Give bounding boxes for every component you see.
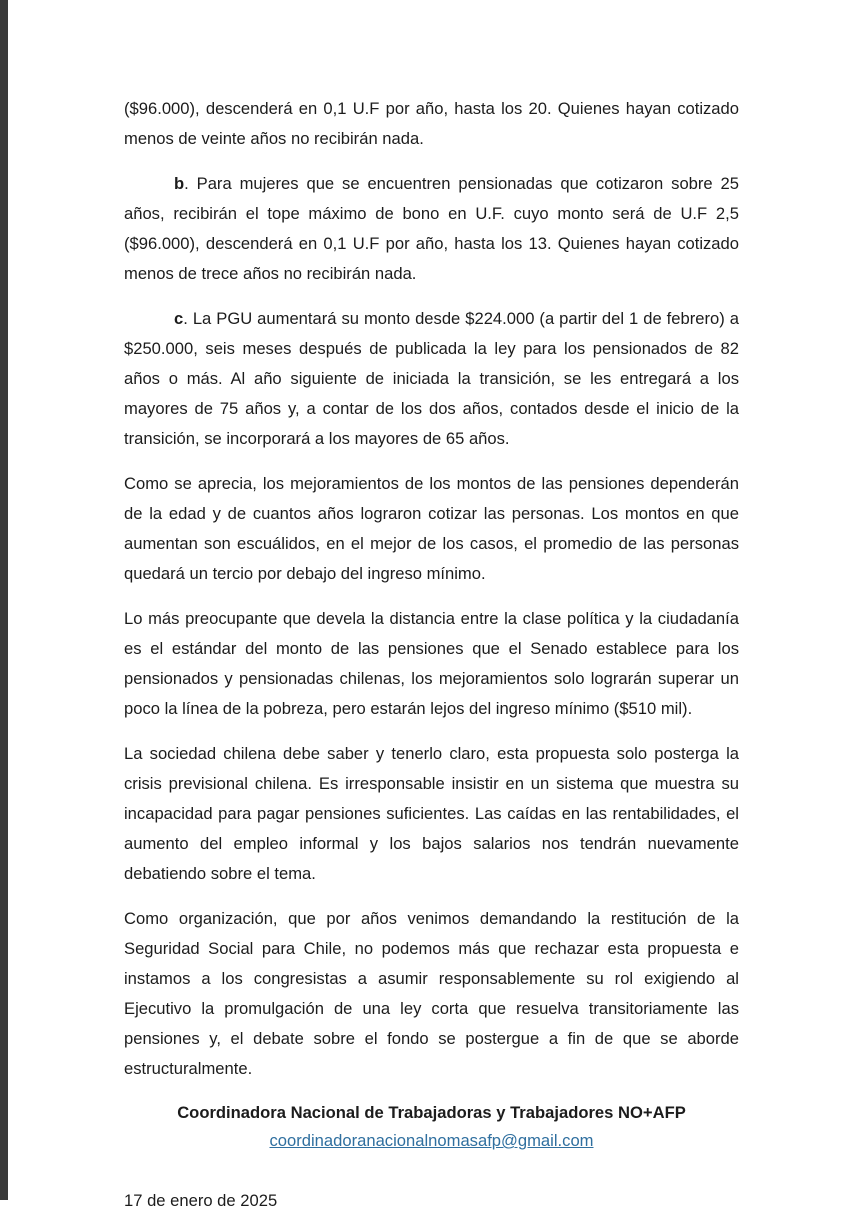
signature-email-link[interactable]: coordinadoranacionalnomasafp@gmail.com <box>269 1131 594 1150</box>
paragraph-item-b <box>124 169 739 289</box>
paragraph-text: ($96.000), descenderá en 0,1 U.F por año, hasta los 20. Quienes hayan cotizado menos de veinte años no recibirán nada. <box>124 99 739 148</box>
paragraph-text: . Para mujeres que se encuentren pensionadas que cotizaron sobre 25 años, recibirán el tope máximo de bono en U.F. cuyo monto será de U.F 2,5 ($96.000), descenderá en 0,1 U.F por año, hasta los 13. Quienes hayan cotizado menos de trece años no recibirán nada. <box>124 174 739 283</box>
paragraph-text: Como se aprecia, los mejoramientos de los montos de las pensiones dependerán de la edad y de cuantos años lograron cotizar las personas. Los montos en que aumentan son escuálidos, en el mejor de los casos, el promedio de las personas quedará un tercio por debajo del ingreso mínimo. <box>124 474 739 583</box>
signature-block <box>124 1099 739 1155</box>
paragraph-concern <box>124 604 739 724</box>
paragraph-continuation <box>124 94 739 154</box>
paragraph-organization <box>124 904 739 1084</box>
paragraph-text: . La PGU aumentará su monto desde $224.000 (a partir del 1 de febrero) a $250.000, seis meses después de publicada la ley para los pensionados de 82 años o más. Al año siguiente de iniciada la transición, se les entregará a los mayores de 75 años y, a contar de los dos años, contados desde el inicio de la transición, se incorporará a los mayores de 65 años. <box>124 309 739 448</box>
paragraph-analysis <box>124 469 739 589</box>
paragraph-item-c <box>124 304 739 454</box>
item-letter-b: b <box>174 174 185 193</box>
paragraph-text: La sociedad chilena debe saber y tenerlo claro, esta propuesta solo posterga la crisis previsional chilena. Es irresponsable insistir en un sistema que muestra su incapacidad para pagar pensiones suficientes. Las caídas en las rentabilidades, el aumento del empleo informal y los bajos salarios nos tendrán nuevamente debatiendo sobre el tema. <box>124 744 739 883</box>
document-page <box>124 94 739 1215</box>
item-letter-c: c <box>174 309 184 328</box>
paragraph-society <box>124 739 739 889</box>
paragraph-text: Lo más preocupante que devela la distancia entre la clase política y la ciudadanía es el estándar del monto de las pensiones que el Senado establece para los pensionados y pensionadas chilenas, los mejoramientos solo lograrán superar un poco la línea de la pobreza, pero estarán lejos del ingreso mínimo ($510 mil). <box>124 609 739 718</box>
document-date: 17 de enero de 2025 <box>124 1191 278 1210</box>
paragraph-text: Como organización, que por años venimos demandando la restitución de la Seguridad Social para Chile, no podemos más que rechazar esta propuesta e instamos a los congresistas a asumir responsablemente su rol exigiendo al Ejecutivo la promulgación de una ley corta que resuelva transitoriamente las pensiones y, el debate sobre el fondo se postergue a fin de que se aborde estructuralmente. <box>124 909 739 1078</box>
page-left-border <box>0 0 8 1200</box>
signature-organization: Coordinadora Nacional de Trabajadoras y Trabajadores NO+AFP <box>177 1103 686 1122</box>
